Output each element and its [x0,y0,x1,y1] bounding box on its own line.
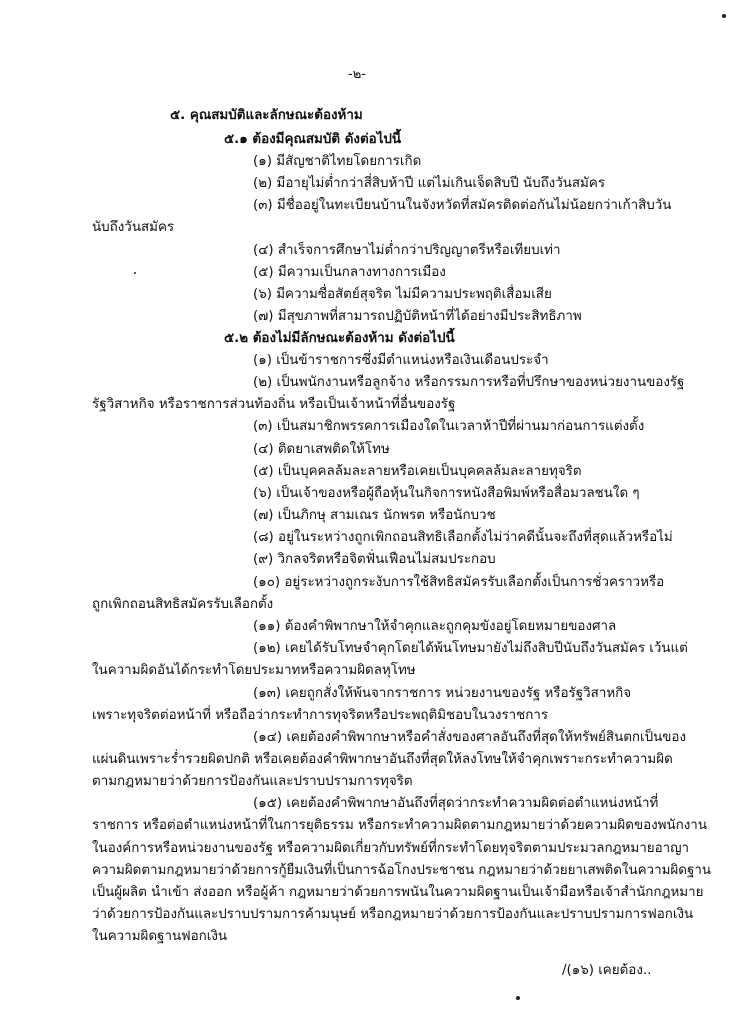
prohibition-item: (๑๕) เคยต้องคำพิพากษาอันถึงที่สุดว่ากระทำความผิดต่อตำแหน่งหน้าที่ [253,796,659,811]
prohibition-item: (๑) เป็นข้าราชการซึ่งมีตำแหน่งหรือเงินเดือนประจำ [253,353,549,368]
prohibition-item: (๙) วิกลจริตหรือจิตฟั่นเฟือนไม่สมประกอบ [253,552,496,567]
qualification-item: (๑) มีสัญชาติไทยโดยการเกิด [253,154,422,169]
prohibition-item: (๑๔) เคยต้องคำพิพากษาหรือคำสั่งของศาลอันถึงที่สุดให้ทรัพย์สินตกเป็นของ [253,730,686,745]
prohibition-item-continuation: ในองค์การหรือหน่วยงานของรัฐ หรือความผิดเกี่ยวกับทรัพย์ที่กระทำโดยทุจริตตามประมวลกฎหมายอาญา [92,841,690,856]
prohibition-item: (๘) อยู่ในระหว่างถูกเพิกถอนสิทธิเลือกตั้งไม่ว่าคดีนั้นจะถึงที่สุดแล้วหรือไม่ [253,530,673,545]
prohibition-item-continuation: ในความผิดฐานฟอกเงิน [92,929,228,944]
qualification-item: (๓) มีชื่ออยู่ในทะเบียนบ้านในจังหวัดที่สมัครติดต่อกันไม่น้อยกว่าเก้าสิบวัน [253,198,672,213]
prohibition-item-continuation: ตามกฎหมายว่าด้วยการป้องกันและปราบปรามการทุจริต [92,774,413,789]
prohibition-item: (๑๒) เคยได้รับโทษจำคุกโดยได้พ้นโทษมายังไม่ถึงสิบปีนับถึงวันสมัคร เว้นแต่ [253,641,688,656]
prohibition-item: (๕) เป็นบุคคลล้มละลายหรือเคยเป็นบุคคลล้มละลายทุจริต [253,464,582,479]
prohibition-item-continuation: รัฐวิสาหกิจ หรือราชการส่วนท้องถิ่น หรือเป็นเจ้าหน้าที่อื่นของรัฐ [92,397,456,412]
prohibition-item-continuation: เป็นผู้ผลิต นำเข้า ส่งออก หรือผู้ค้า กฎหมายว่าด้วยการพนันในความผิดฐานเป็นเจ้ามือหรือเจ้าสำนักกฎหมาย [92,885,704,900]
qualification-item: (๖) มีความซื่อสัตย์สุจริต ไม่มีความประพฤติเสื่อมเสีย [253,287,552,302]
page-number: -๒- [348,67,366,82]
prohibition-item: (๖) เป็นเจ้าของหรือผู้ถือหุ้นในกิจการหนังสือพิมพ์หรือสื่อมวลชนใด ๆ [253,486,640,501]
scan-speck [516,996,520,1000]
prohibition-item-continuation: แผ่นดินเพราะร่ำรวยผิดปกติ หรือเคยต้องคำพิพากษาอันถึงที่สุดให้ลงโทษให้จำคุกเพราะกระทำความผิด [92,752,673,767]
prohibition-item: (๔) ติดยาเสพติดให้โทษ [253,442,390,457]
continuation-note: /(๑๖) เคยต้อง.. [562,963,652,978]
qualification-item: (๒) มีอายุไม่ต่ำกว่าสี่สิบห้าปี แต่ไม่เกินเจ็ดสิบปี นับถึงวันสมัคร [253,176,606,191]
prohibition-item: (๗) เป็นภิกษุ สามเณร นักพรต หรือนักบวช [253,508,496,523]
qualification-item: (๕) มีความเป็นกลางทางการเมือง [253,265,446,280]
prohibition-item-continuation: ราชการ หรือต่อตำแหน่งหน้าที่ในการยุติธรรม หรือกระทำความผิดตามกฎหมายว่าด้วยความผิดของพนักงาน [92,818,707,833]
prohibition-item: (๑๓) เคยถูกสั่งให้พ้นจากราชการ หน่วยงานของรัฐ หรือรัฐวิสาหกิจ [253,686,632,701]
qualification-item: (๗) มีสุขภาพที่สามารถปฏิบัติหน้าที่ได้อย่างมีประสิทธิภาพ [253,309,582,324]
prohibition-item: (๓) เป็นสมาชิกพรรคการเมืองใดในเวลาห้าปีที่ผ่านมาก่อนการแต่งตั้ง [253,419,645,434]
prohibition-item-continuation: ความผิดตามกฎหมายว่าด้วยการกู้ยืมเงินที่เป็นการฉ้อโกงประชาชน กฎหมายว่าด้วยยาเสพติดในความผิดฐาน [92,863,712,878]
section-heading: ๕. คุณสมบัติและลักษณะต้องห้าม [170,108,363,123]
qualification-item: (๔) สำเร็จการศึกษาไม่ต่ำกว่าปริญญาตรีหรือเทียบเท่า [253,243,561,258]
prohibition-item-continuation: ในความผิดอันได้กระทำโดยประมาทหรือความผิดลหุโทษ [92,663,416,678]
prohibition-item: (๒) เป็นพนักงานหรือลูกจ้าง หรือกรรมการหรือที่ปรึกษาของหน่วยงานของรัฐ [253,375,685,390]
prohibition-item: (๑๐) อยู่ระหว่างถูกระงับการใช้สิทธิสมัครรับเลือกตั้งเป็นการชั่วคราวหรือ [253,575,665,590]
scan-speck [134,272,136,274]
scan-speck [722,14,726,18]
subsection-heading-5-2: ๕.๒ ต้องไม่มีลักษณะต้องห้าม ดังต่อไปนี้ [224,331,455,346]
subsection-heading-5-1: ๕.๑ ต้องมีคุณสมบัติ ดังต่อไปนี้ [224,132,402,147]
prohibition-item-continuation: ถูกเพิกถอนสิทธิสมัครรับเลือกตั้ง [92,597,274,612]
prohibition-item-continuation: เพราะทุจริตต่อหน้าที่ หรือถือว่ากระทำการทุจริตหรือประพฤติมิชอบในวงราชการ [92,708,549,723]
prohibition-item: (๑๑) ต้องคำพิพากษาให้จำคุกและถูกคุมขังอยู่โดยหมายของศาล [253,619,617,634]
prohibition-item-continuation: ว่าด้วยการป้องกันและปราบปรามการค้ามนุษย์ หรือกฎหมายว่าด้วยการป้องกันและปราบปรามการฟอกเงิน [92,907,694,922]
qualification-item-continuation: นับถึงวันสมัคร [92,220,175,235]
